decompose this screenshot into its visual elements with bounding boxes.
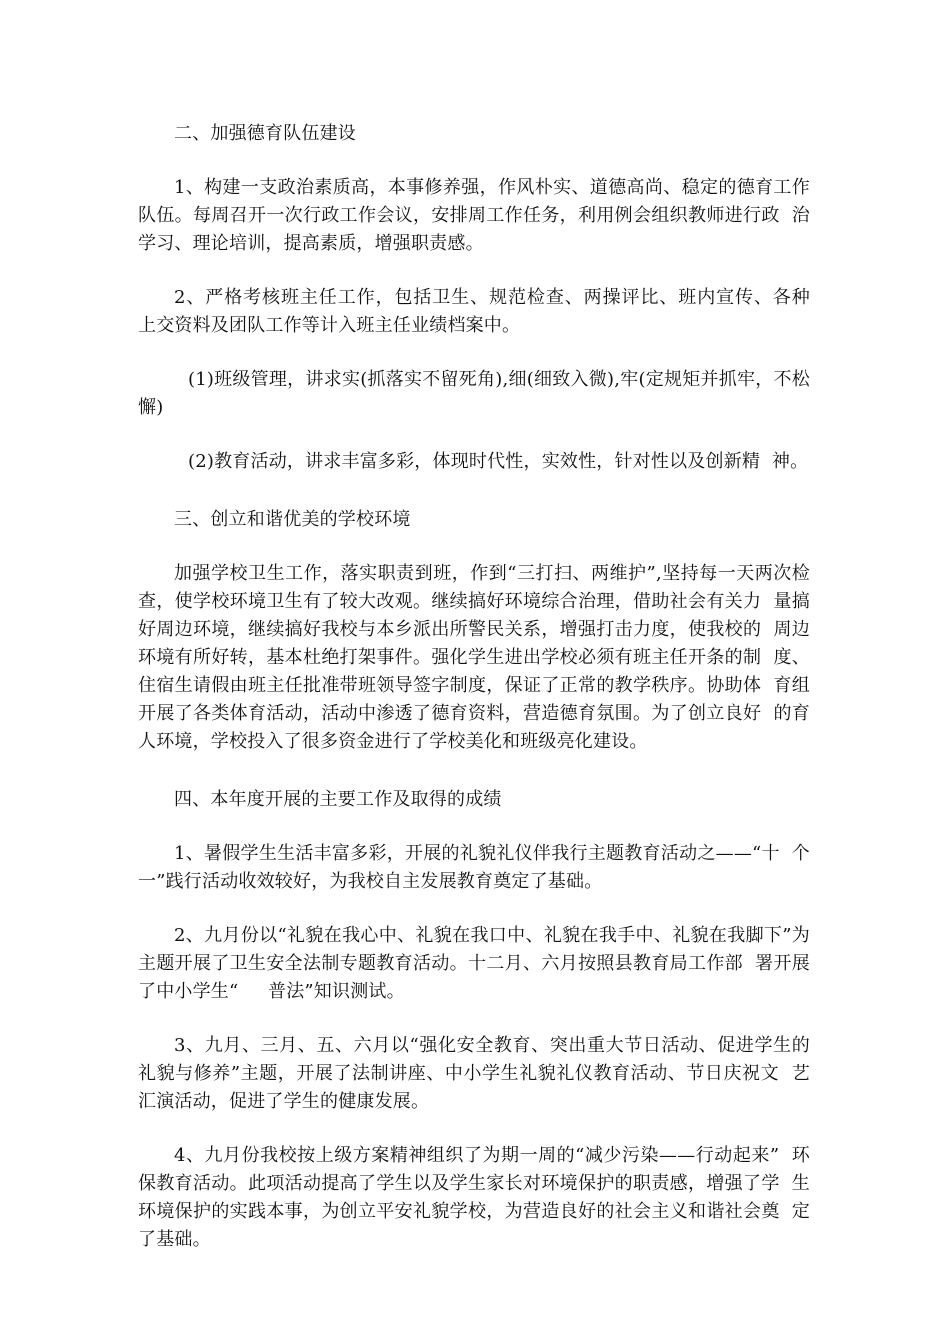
paragraph: 4、九月份我校按上级方案精神组织了为期一周的“减少污染——行动起来” 环保教育活动。此项活动提高了学生以及学生家长对环境保护的职责感，增强了学 生环境保护的实践本事，为创立平安礼貌学校，为营造良好的社会主义和谐社会奠 定了基础。	[138, 1145, 810, 1250]
paragraph: (1)班级管理，讲求实(抓落实不留死角),细(细致入微),牢(定规矩并抓牢，不松懈)	[138, 369, 810, 418]
document-body	[138, 120, 822, 1254]
paragraph: 加强学校卫生工作，落实职责到班，作到“三打扫、两维护”,坚持每一天两次检查，使学校环境卫生有了较大改观。继续搞好环境综合治理，借助社会有关力 量搞好周边环境，继续搞好我校与本乡派出所警民关系，增强打击力度，使我校的 周边环境有所好转，基本杜绝打架事件。强化学生进出学校必须有班主任开条的制 度、住宿生请假由班主任批准带班领导签字制度，保证了正常的教学秩序。协助体 育组开展了各类体育活动，活动中渗透了德育资料，营造德育氛围。为了创立良好 的育人环境，学校投入了很多资金进行了学校美化和班级亮化建设。	[138, 563, 810, 752]
paragraph: 1、暑假学生生活丰富多彩，开展的礼貌礼仪伴我行主题教育活动之——“十 个一”践行活动收效较好，为我校自主发展教育奠定了基础。	[138, 843, 810, 892]
paragraph: 1、构建一支政治素质高，本事修养强，作风朴实、道德高尚、稳定的德育工作队伍。每周召开一次行政工作会议，安排周工作任务，利用例会组织教师进行政 治学习、理论培训，提高素质，增强职责感。	[138, 177, 810, 254]
paragraph: 3、九月、三月、五、六月以“强化安全教育、突出重大节日活动、促进学生的礼貌与修养”主题，开展了法制讲座、中小学生礼貌礼仪教育活动、节日庆祝文 艺汇演活动，促进了学生的健康发展。	[138, 1035, 810, 1112]
section-heading-4: 四、本年度开展的主要工作及取得的成绩	[174, 789, 502, 810]
paragraph: (2)教育活动，讲求丰富多彩，体现时代性，实效性，针对性以及创新精 神。	[188, 451, 809, 472]
paragraph: 2、九月份以“礼貌在我心中、礼貌在我口中、礼貌在我手中、礼貌在我脚下”为主题开展了卫生安全法制专题教育活动。十二月、六月按照县教育局工作部 署开展了中小学生“ 普法”知识测试。	[138, 925, 810, 1002]
paragraph: 2、严格考核班主任工作，包括卫生、规范检查、两操评比、班内宣传、各种 上交资料及团队工作等计入班主任业绩档案中。	[138, 287, 822, 336]
section-heading-2: 二、加强德育队伍建设	[174, 123, 356, 144]
section-heading-3: 三、创立和谐优美的学校环境	[174, 509, 411, 530]
